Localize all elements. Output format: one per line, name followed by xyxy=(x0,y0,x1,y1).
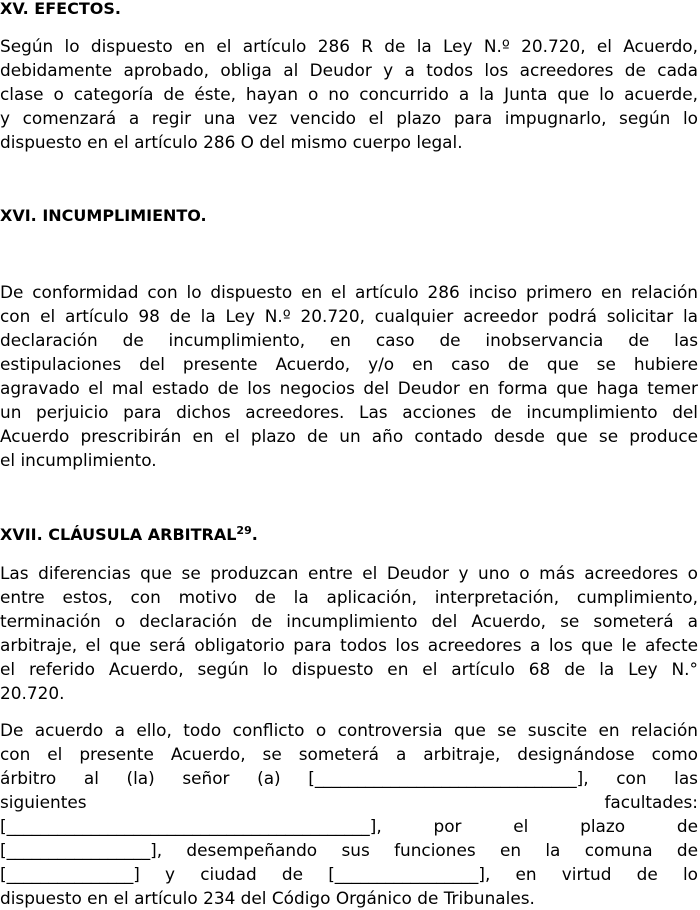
paragraph-incumplimiento xyxy=(0,280,698,472)
paragraph-efectos xyxy=(0,34,698,154)
text-line: De acuerdo a ello, todo conflicto o controversia que se suscite en relación xyxy=(0,720,698,740)
text-line: [___________________________________________], por el plazo de xyxy=(0,816,698,836)
section-heading-incumplimiento: XVI. INCUMPLIMIENTO. xyxy=(0,206,207,225)
text-line: dispuesto en el artículo 286 O del mismo cuerpo legal. xyxy=(0,132,463,152)
text-line: entre estos, con motivo de la aplicación, interpretación, cumplimiento, xyxy=(0,587,698,607)
text-line: [_________________], desempeñando sus funciones en la comuna de xyxy=(0,840,698,860)
text-line: y comenzará a regir una vez vencido el plazo para impugnarlo, según lo xyxy=(0,108,698,128)
paragraph-clausula-arbitral-1 xyxy=(0,561,698,705)
section-heading-clausula-arbitral: XVII. CLÁUSULA ARBITRAL$^{29}$. xyxy=(0,524,258,544)
text-line: Las diferencias que se produzcan entre el Deudor y uno o más acreedores o xyxy=(0,563,698,583)
text-line: debidamente aprobado, obliga al Deudor y a todos los acreedores de cada xyxy=(0,60,698,80)
text-line: arbitraje, el que será obligatorio para todos los acreedores a los que le afecte xyxy=(0,635,698,655)
text-line: Acuerdo prescribirán en el plazo de un año contado desde que se produce xyxy=(0,426,698,446)
text-line: clase o categoría de éste, hayan o no concurrido a la Junta que lo acuerde, xyxy=(0,84,698,104)
text-line: el referido Acuerdo, según lo dispuesto en el artículo 68 de la Ley N.° xyxy=(0,659,698,679)
text-line: agravado el mal estado de los negocios del Deudor en forma que haga temer xyxy=(0,378,698,398)
text-line: con el presente Acuerdo, se someterá a arbitraje, designándose como xyxy=(0,744,698,764)
text-line: De conformidad con lo dispuesto en el artículo 286 inciso primero en relación xyxy=(0,282,698,302)
text-line: terminación o declaración de incumplimiento del Acuerdo, se someterá a xyxy=(0,611,698,631)
text-line: el incumplimiento. xyxy=(0,450,157,470)
section-heading-efectos: XV. EFECTOS. xyxy=(0,0,121,18)
text-line: declaración de incumplimiento, en caso de inobservancia de las xyxy=(0,330,698,350)
text-line: siguientes facultades: xyxy=(0,792,698,812)
text-line: [_______________] y ciudad de [_________________], en virtud de lo xyxy=(0,864,698,884)
text-line: dispuesto en el artículo 234 del Código Orgánico de Tribunales. xyxy=(0,888,535,908)
footnote-reference: 29 xyxy=(236,524,252,537)
text-line: estipulaciones del presente Acuerdo, y/o en caso de que se hubiere xyxy=(0,354,698,374)
text-line: árbitro al (la) señor (a) [_______________________________], con las xyxy=(0,768,698,788)
text-line: un perjuicio para dichos acreedores. Las acciones de incumplimiento del xyxy=(0,402,698,422)
text-line: 20.720. xyxy=(0,683,65,703)
text-line: Según lo dispuesto en el artículo 286 R de la Ley N.º 20.720, el Acuerdo, xyxy=(0,36,698,56)
text-line: con el artículo 98 de la Ley N.º 20.720, cualquier acreedor podrá solicitar la xyxy=(0,306,698,326)
paragraph-clausula-arbitral-2 xyxy=(0,718,698,910)
